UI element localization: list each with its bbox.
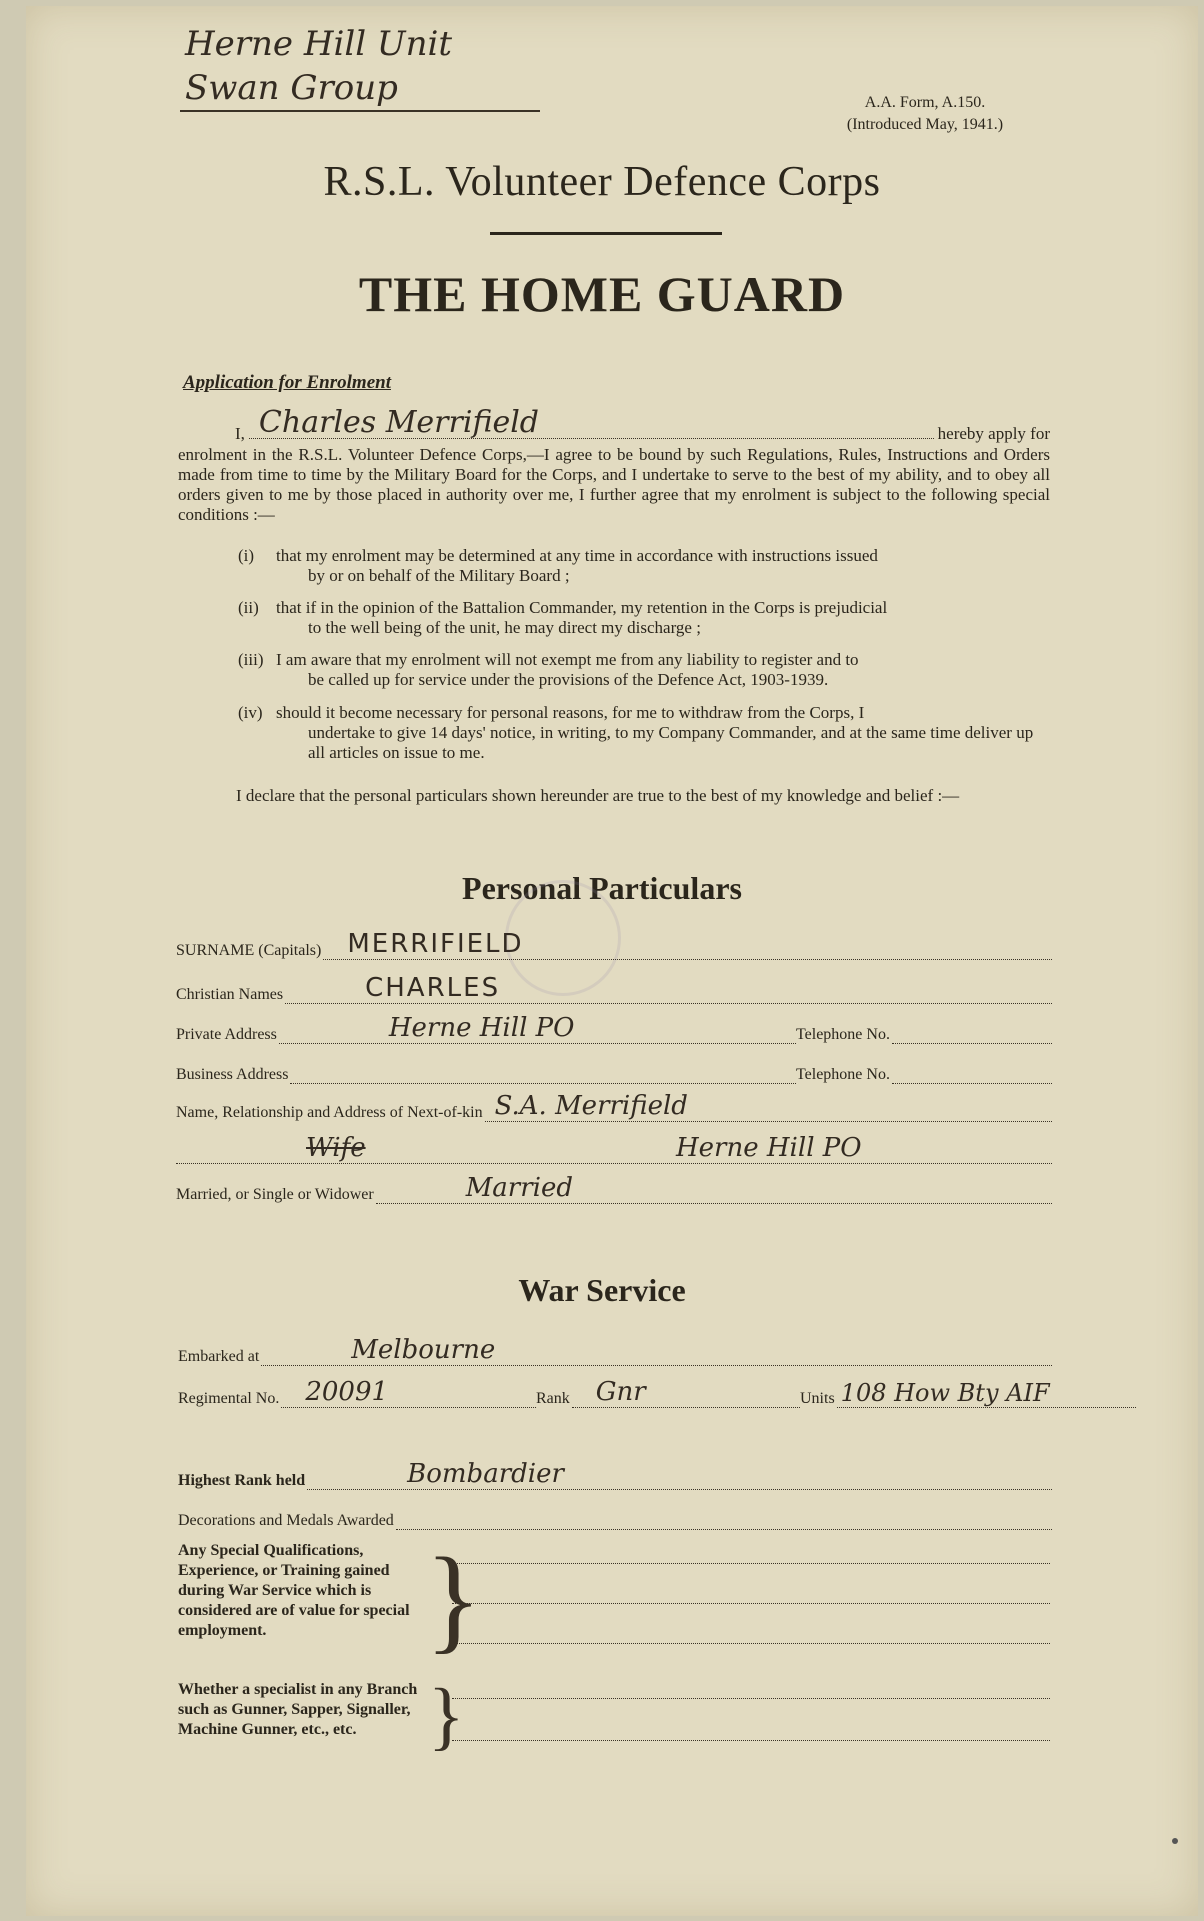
declaration-text: I declare that the personal particulars shown hereunder are true to the best of my knowledge and belief :— — [236, 786, 960, 805]
private-address-label: Private Address — [176, 1026, 277, 1043]
condition-item — [238, 650, 1050, 690]
regimental-no-value: 20091 — [305, 1377, 389, 1407]
application-body: enrolment in the R.S.L. Volunteer Defence Corps,—I agree to be bound by such Regulations, Rules, Instructions and Orders made from time to time by the Military Board for the Corps, and I undertake to serve to the best of my ability, and to obey all orders given to me by those placed in authority over me, I further agree that my enrolment is subject to the following special conditions :— — [178, 445, 1050, 524]
next-of-kin-field-2[interactable] — [176, 1133, 1052, 1164]
condition-item — [238, 546, 1050, 586]
qualifications-brace: } — [425, 1533, 482, 1664]
condition-item — [238, 598, 1050, 638]
surname-row — [176, 930, 1052, 960]
next-of-kin-row-2 — [176, 1134, 1052, 1164]
condition-text: I am aware that my enrolment will not exempt me from any liability to register and to — [276, 650, 859, 669]
unit-note-underline — [180, 110, 540, 112]
next-of-kin-value: S.A. Merrifield — [494, 1091, 688, 1121]
decorations-field[interactable] — [396, 1505, 1052, 1530]
war-service-heading: War Service — [518, 1272, 686, 1308]
qualifications-line-1[interactable] — [452, 1563, 1050, 1564]
business-telephone-row — [796, 1054, 1052, 1084]
qualifications-line-3[interactable] — [452, 1643, 1050, 1644]
telephone-row — [796, 1014, 1052, 1044]
condition-text-cont: to the well being of the unit, he may direct my discharge ; — [308, 618, 701, 637]
form-introduced-date: (Introduced May, 1941.) — [846, 116, 1004, 133]
next-of-kin-label: Name, Relationship and Address of Next-of-kin — [176, 1104, 483, 1121]
condition-number: (i) — [238, 546, 255, 565]
telephone-field[interactable] — [892, 1019, 1052, 1044]
marital-status-label: Married, or Single or Widower — [176, 1186, 374, 1203]
embarked-row — [178, 1336, 1052, 1366]
private-address-field[interactable] — [279, 1013, 796, 1044]
business-address-label: Business Address — [176, 1066, 289, 1083]
units-row — [800, 1378, 1136, 1408]
rank-label: Rank — [536, 1390, 570, 1407]
condition-item — [238, 703, 1050, 763]
regimental-no-row — [178, 1378, 536, 1408]
form-number: A.A. Form, A.150. — [864, 94, 986, 111]
rank-row — [536, 1378, 800, 1408]
marital-status-value: Married — [465, 1173, 574, 1203]
application-heading: Application for Enrolment — [183, 372, 391, 393]
rank-field[interactable] — [572, 1377, 800, 1408]
telephone-label: Telephone No. — [796, 1026, 890, 1043]
next-of-kin-address-value: Herne Hill PO — [676, 1133, 862, 1163]
condition-text-cont: be called up for service under the provisions of the Defence Act, 1903-1939. — [308, 670, 829, 689]
embarked-value: Melbourne — [351, 1335, 496, 1365]
applicant-prefix: I, — [235, 424, 245, 443]
condition-text: that my enrolment may be determined at any time in accordance with instructions issued — [276, 546, 878, 565]
marital-status-field[interactable] — [376, 1173, 1052, 1204]
christian-names-label: Christian Names — [176, 986, 284, 1003]
specialist-brace: } — [428, 1674, 465, 1758]
paper-mark — [1172, 1838, 1178, 1844]
christian-names-field[interactable] — [285, 973, 1052, 1004]
next-of-kin-field[interactable] — [485, 1091, 1052, 1122]
specialist-line-2[interactable] — [452, 1740, 1050, 1741]
handwritten-unit-note — [185, 22, 452, 110]
highest-rank-field[interactable] — [307, 1459, 1052, 1490]
business-telephone-label: Telephone No. — [796, 1066, 890, 1083]
rank-value: Gnr — [595, 1377, 646, 1407]
condition-number: (ii) — [238, 598, 259, 617]
applicant-name-field[interactable] — [249, 405, 934, 440]
next-of-kin-row — [176, 1092, 1052, 1122]
title-divider — [490, 232, 722, 235]
business-address-field[interactable] — [290, 1059, 796, 1084]
christian-names-row — [176, 974, 1052, 1004]
condition-text-cont: undertake to give 14 days' notice, in writing, to my Company Commander, and at the same time deliver up all articles on issue to me. — [308, 723, 1034, 762]
unit-note-line2: Swan Group — [185, 68, 398, 108]
business-telephone-field[interactable] — [892, 1059, 1052, 1084]
condition-text: that if in the opinion of the Battalion Commander, my retention in the Corps is prejudicial — [276, 598, 888, 617]
corps-title: R.S.L. Volunteer Defence Corps — [323, 159, 881, 205]
units-field[interactable] — [837, 1379, 1136, 1408]
highest-rank-value: Bombardier — [407, 1459, 564, 1489]
decorations-label: Decorations and Medals Awarded — [178, 1512, 394, 1529]
qualifications-line-2[interactable] — [452, 1603, 1050, 1604]
decorations-row — [178, 1500, 1052, 1530]
highest-rank-row — [178, 1460, 1052, 1490]
embarked-field[interactable] — [261, 1335, 1052, 1366]
regimental-no-label: Regimental No. — [178, 1390, 280, 1407]
surname-label: SURNAME (Capitals) — [176, 942, 322, 959]
business-address-row — [176, 1054, 796, 1084]
unit-note-line1: Herne Hill Unit — [185, 24, 453, 64]
main-title: THE HOME GUARD — [358, 266, 846, 322]
regimental-no-field[interactable] — [281, 1377, 536, 1408]
specialist-label: Whether a specialist in any Branch such as Gunner, Sapper, Signaller, Machine Gunner, etc., etc. — [178, 1681, 418, 1738]
applicant-line — [235, 405, 1050, 444]
christian-names-value: CHARLES — [365, 973, 501, 1003]
units-value: 108 How Bty AIF — [840, 1379, 1050, 1407]
condition-number: (iv) — [238, 703, 263, 722]
embarked-label: Embarked at — [178, 1348, 260, 1365]
next-of-kin-relation-value: Wife — [306, 1133, 366, 1163]
form-reference — [790, 92, 1060, 136]
marital-status-row — [176, 1174, 1052, 1204]
private-address-row — [176, 1014, 796, 1044]
surname-field[interactable] — [323, 929, 1052, 960]
applicant-suffix: hereby apply for — [937, 424, 1050, 443]
qualifications-label: Any Special Qualifications, Experience, or Training gained during War Service which is considered are of value for special employment. — [178, 1542, 410, 1639]
specialist-line-1[interactable] — [452, 1698, 1050, 1699]
units-label: Units — [800, 1390, 835, 1407]
surname-value: MERRIFIELD — [347, 929, 524, 959]
private-address-value: Herne Hill PO — [388, 1013, 575, 1043]
condition-number: (iii) — [238, 650, 264, 669]
highest-rank-label: Highest Rank held — [178, 1472, 306, 1489]
condition-text: should it become necessary for personal reasons, for me to withdraw from the Corps, I — [276, 703, 865, 722]
condition-text-cont: by or on behalf of the Military Board ; — [308, 566, 570, 585]
personal-particulars-heading: Personal Particulars — [462, 870, 742, 906]
applicant-name-value: Charles Merrifield — [258, 405, 540, 440]
